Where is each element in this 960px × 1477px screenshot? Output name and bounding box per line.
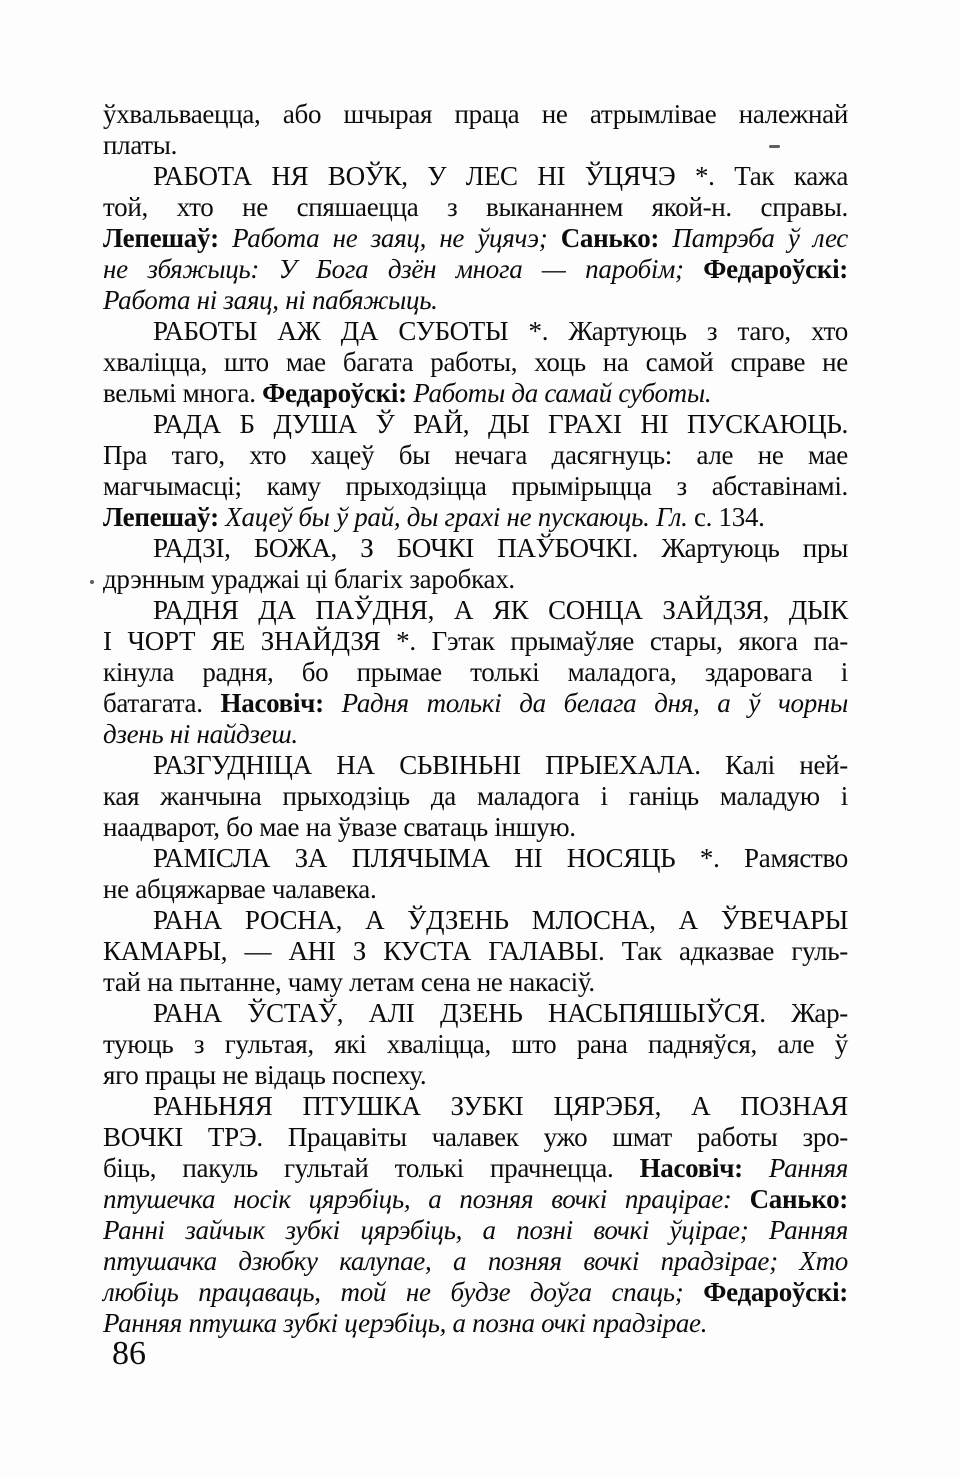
text-segment: біць, пакуль гультай толькі прачнецца. (103, 1153, 640, 1183)
proverb-citation: Работа ні заяц, ні пабяжыць. (103, 285, 438, 315)
text-line (103, 1091, 848, 1122)
text-segment: РАДА Б ДУША Ў РАЙ, ДЫ ГРАХІ НІ ПУСКАЮЦЬ. (153, 409, 848, 439)
proverb-citation: Радня толькі да белага дня, а ў чорны (341, 688, 849, 718)
text-segment: РАБОТА НЯ ВОЎК, У ЛЕС НІ ЎЦЯЧЭ *. Так кажа (153, 161, 848, 191)
text-line (103, 998, 848, 1029)
source-name: Лепешаў: (103, 223, 219, 253)
text-line (103, 99, 848, 130)
text-segment: платы. (103, 130, 178, 160)
text-segment: РАНА РОСНА, А ЎДЗЕНЬ МЛОСНА, А ЎВЕЧАРЫ (153, 905, 848, 935)
proverb-citation: Ранняя (768, 1153, 848, 1183)
text-segment: РАБОТЫ АЖ ДА СУБОТЫ *. Жартуюць з таго, хто (153, 316, 848, 346)
text-line (103, 254, 848, 285)
text-line (103, 1277, 848, 1308)
scan-speck-dot (90, 580, 94, 584)
text-line (103, 161, 848, 192)
text-segment: ВОЧКІ ТРЭ. Працавіты чалавек ужо шмат работы зро- (103, 1122, 848, 1152)
text-segment: батагата. (103, 688, 221, 718)
proverb-citation: птушачка дзюбку калупае, а позняя вочкі прадзірае; Хто (103, 1246, 848, 1276)
text-line (103, 1153, 848, 1184)
proverb-citation: дзень ні найдзеш. (103, 719, 298, 749)
proverb-citation: птушечка носік цярэбіць, а позняя вочкі працірае: (103, 1184, 750, 1214)
text-line (103, 130, 848, 161)
text-line (103, 936, 848, 967)
text-line (103, 1246, 848, 1277)
text-line (103, 564, 848, 595)
text-line (103, 719, 848, 750)
text-block (103, 99, 848, 1339)
text-line (103, 1215, 848, 1246)
text-line (103, 750, 848, 781)
text-segment: тай на пытанне, чаму летам сена не накасіў. (103, 967, 595, 997)
text-segment: хваліцца, што мае багата работы, хоць на самой справе не (103, 347, 848, 377)
text-line (103, 223, 848, 254)
text-line (103, 657, 848, 688)
text-line (103, 285, 848, 316)
text-segment: РАДЗІ, БОЖА, З БОЧКІ ПАЎБОЧКІ. Жартуюць пры (153, 533, 848, 563)
source-name: Санько: (749, 1184, 848, 1214)
page-number: 86 (112, 1335, 146, 1372)
text-segment: РАНЬНЯЯ ПТУШКА ЗУБКІ ЦЯРЭБЯ, А ПОЗНАЯ (153, 1091, 848, 1121)
text-line (103, 1122, 848, 1153)
proverb-citation: Работа не заяц, не ўцячэ; (218, 223, 561, 253)
source-name: Федароўскі: (703, 1277, 848, 1307)
text-line (103, 440, 848, 471)
text-line (103, 1184, 848, 1215)
text-segment: яго працы не відаць поспеху. (103, 1060, 427, 1090)
text-segment: РАЗГУДНІЦА НА СЬВІНЬНІ ПРЫЕХАЛА. Калі ней- (153, 750, 848, 780)
text-line (103, 316, 848, 347)
source-name: Лепешаў: (103, 502, 226, 532)
text-segment: магчымасці; каму прыходзіцца прымірыцца з абставінамі. (103, 471, 848, 501)
proverb-citation: Патрэба ў лес (659, 223, 848, 253)
source-name: Федароўскі: (262, 378, 414, 408)
text-line (103, 1029, 848, 1060)
text-line (103, 1060, 848, 1091)
text-line (103, 905, 848, 936)
text-line (103, 595, 848, 626)
source-name: Насовіч: (220, 688, 342, 718)
proverb-citation: любіць працаваць, той не будзе доўга спаць; (103, 1277, 704, 1307)
text-line (103, 347, 848, 378)
text-line (103, 812, 848, 843)
text-segment: кая жанчына прыходзіць да маладога і ганіць маладую і (103, 781, 848, 811)
text-segment: РАДНЯ ДА ПАЎДНЯ, А ЯК СОНЦА ЗАЙДЗЯ, ДЫК (153, 595, 848, 625)
source-name: Санько: (560, 223, 660, 253)
text-line (103, 378, 848, 409)
scan-speck-dash (769, 145, 780, 148)
text-line (103, 688, 848, 719)
text-segment: той, хто не спяшаецца з выкананнем якой-н. справы. (103, 192, 848, 222)
proverb-citation: Ранні зайчык зубкі цярэбіць, а позні вочкі ўцірае; Ранняя (103, 1215, 848, 1245)
text-segment: дрэнным ураджаі ці благіх заробках. (103, 564, 515, 594)
proverb-citation: Хацеў бы ў рай, ды грахі не пускаюць. Гл. (225, 502, 688, 532)
text-line (103, 1308, 848, 1339)
proverb-citation: не збяжыць: У Бога дзён многа — паробім; (103, 254, 704, 284)
text-segment: туюць з гультая, які хваліцца, што рана падняўся, але ў (103, 1029, 848, 1059)
text-segment: кінула радня, бо прымае толькі маладога, здаровага і (103, 657, 848, 687)
text-segment: РАМІСЛА ЗА ПЛЯЧЫМА НІ НОСЯЦЬ *. Рамяство (153, 843, 848, 873)
text-line (103, 533, 848, 564)
text-line (103, 781, 848, 812)
text-line (103, 843, 848, 874)
source-name: Насовіч: (639, 1153, 769, 1183)
text-segment: с. 134. (687, 502, 765, 532)
text-segment: РАНА ЎСТАЎ, АЛІ ДЗЕНЬ НАСЬПЯШЫЎСЯ. Жар- (153, 998, 848, 1028)
text-segment: не абцяжарвае чалавека. (103, 874, 377, 904)
source-name: Федароўскі: (703, 254, 848, 284)
text-line (103, 502, 848, 533)
proverb-citation: Ранняя птушка зубкі церэбіць, а позна очкі прадзірае. (103, 1308, 708, 1338)
proverb-citation: Работы да самай суботы. (413, 378, 712, 408)
text-line (103, 626, 848, 657)
text-segment: І ЧОРТ ЯЕ ЗНАЙДЗЯ *. Гэтак прымаўляе стары, якога па- (103, 626, 848, 656)
text-segment: наадварот, бо мае на ўвазе сватаць іншую. (103, 812, 576, 842)
text-segment: вельмі многа. (103, 378, 263, 408)
text-line (103, 874, 848, 905)
text-line (103, 967, 848, 998)
text-line (103, 471, 848, 502)
text-segment: ўхвальваецца, або шчырая праца не атрымлівае належнай (103, 99, 848, 129)
text-line (103, 409, 848, 440)
text-segment: КАМАРЫ, — АНІ З КУСТА ГАЛАВЫ. Так адказвае гуль- (103, 936, 848, 966)
text-segment: Пра таго, хто хацеў бы нечага дасягнуць: але не мае (103, 440, 848, 470)
text-line (103, 192, 848, 223)
